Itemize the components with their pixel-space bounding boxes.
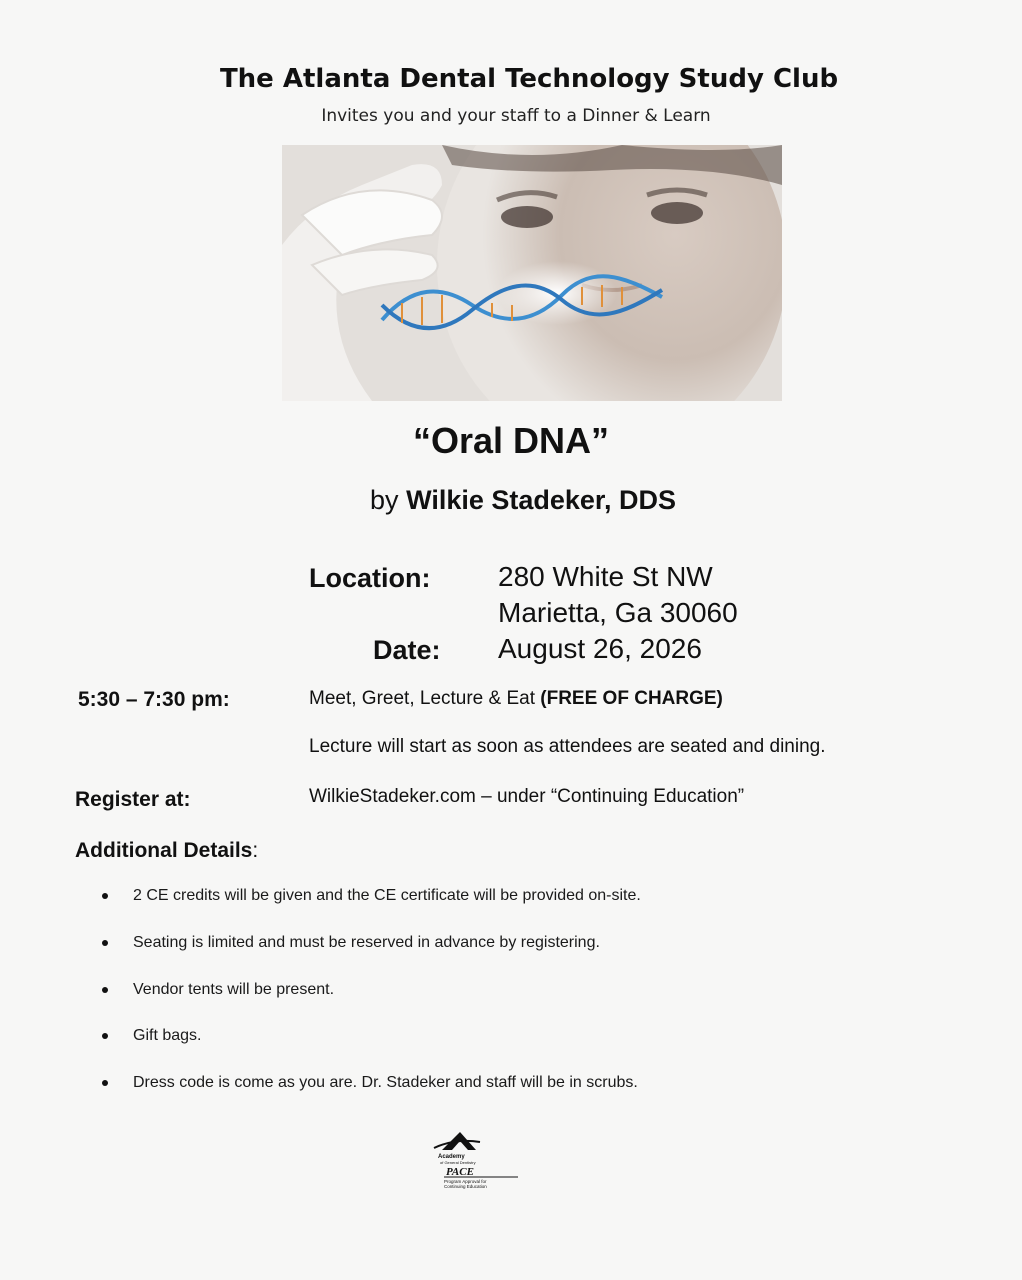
logo-line3: Program Approval for: [444, 1179, 487, 1184]
bullet-icon: [102, 1033, 108, 1039]
bullet-icon: [102, 1080, 108, 1086]
location-line2: Marietta, Ga 30060: [498, 597, 738, 628]
location-label: Location:: [309, 563, 431, 593]
list-item-text: Gift bags.: [133, 1027, 202, 1045]
list-item-text: Dress code is come as you are. Dr. Stadeker and staff will be in scrubs.: [133, 1074, 638, 1092]
logo-line2: of General Dentistry: [440, 1160, 476, 1165]
list-item: [100, 979, 800, 1026]
club-title: The Atlanta Dental Technology Study Club: [219, 64, 839, 94]
list-item: [100, 1025, 800, 1072]
speaker-name: Wilkie Stadeker, DDS: [406, 485, 676, 515]
additional-details-heading: [75, 839, 258, 863]
logo-name: PACE: [446, 1166, 474, 1178]
list-item: [100, 1072, 800, 1119]
list-item-text: 2 CE credits will be given and the CE certificate will be provided on-site.: [133, 887, 641, 904]
bullet-icon: [102, 940, 108, 946]
time-label: 5:30 – 7:30 pm:: [78, 688, 230, 711]
logo-line1: Academy: [438, 1154, 465, 1160]
speaker-by: by: [370, 485, 399, 515]
time-description: [309, 688, 723, 710]
lecture-note: Lecture will start as soon as attendees are seated and dining.: [309, 736, 826, 757]
date-label: Date:: [373, 635, 441, 665]
date-value: August 26, 2026: [498, 633, 702, 664]
free-of-charge: (FREE OF CHARGE): [540, 688, 723, 709]
list-item-text: Seating is limited and must be reserved in advance by registering.: [133, 933, 600, 951]
list-item: [100, 932, 800, 979]
details-list: [100, 885, 800, 1119]
bullet-icon: [102, 893, 108, 899]
speaker-line: [0, 485, 1022, 516]
list-item: [100, 885, 800, 932]
agd-pace-logo: [410, 1128, 525, 1190]
register-label: Register at:: [75, 788, 191, 811]
list-item-text: Vendor tents will be present.: [133, 980, 335, 998]
location-line1: 280 White St NW: [498, 561, 713, 592]
talk-title: “Oral DNA”: [412, 420, 610, 461]
register-link[interactable]: WilkieStadeker.com – under “Continuing Education”: [309, 786, 745, 807]
bullet-icon: [102, 987, 108, 993]
club-subtitle: Invites you and your staff to a Dinner & Learn: [321, 106, 711, 126]
additional-colon: :: [252, 839, 259, 862]
dna-photo: [282, 145, 782, 401]
logo-line4: Continuing Education: [444, 1184, 487, 1189]
additional-label: Additional Details: [75, 839, 253, 862]
time-desc: Meet, Greet, Lecture & Eat: [309, 688, 535, 709]
